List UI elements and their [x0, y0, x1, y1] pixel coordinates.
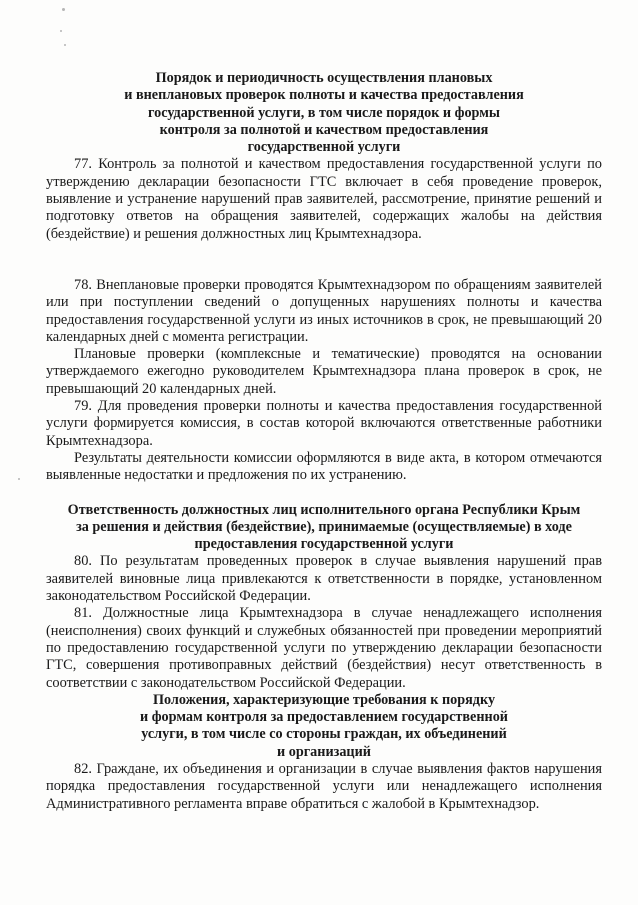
paragraph-80: 80. По результатам проведенных проверок в случае выявления нарушений прав заявителей виновные лица привлекаются к ответственности в порядке, установленном законодательством Российской Федерации. — [46, 553, 602, 605]
heading-line: государственной услуги — [247, 139, 401, 156]
heading-line: контроля за полнотой и качеством предоставления — [159, 121, 489, 138]
scan-speck — [60, 30, 62, 32]
spacer — [46, 243, 602, 260]
paragraph-77: 77. Контроль за полнотой и качеством предоставления государственной услуги по утверждению декларации безопасности ГТС включает в себя проведение проверок, выявление и устранение нарушений прав заявителей, рассмотрение, принятие решений и подготовку ответов на обращения заявителей, содержащих жалобы на действия (бездействие) и решения должностных лиц Крымтехнадзора. — [46, 156, 602, 242]
spacer — [46, 260, 602, 277]
paragraph-82: 82. Граждане, их объединения и организации в случае выявления фактов нарушения порядка предоставления государственной услуги или ненадлежащего исполнения Административного регламента вправе обратиться с жалобой в Крымтехнадзор. — [46, 760, 602, 812]
heading-line: государственной услуги, в том числе порядок и формы — [148, 104, 500, 121]
document-page — [46, 70, 602, 813]
heading-line: и организаций — [277, 743, 371, 760]
paragraph-78-planned: Плановые проверки (комплексные и тематические) проводятся на основании утверждаемого ежегодно руководителем Крымтехнадзора плана проверок в срок, не превышающий 20 календарных дней. — [46, 346, 602, 397]
heading-line: услуги, в том числе со стороны граждан, их объединений — [141, 726, 507, 743]
scan-speck — [18, 478, 20, 480]
paragraph-81: 81. Должностные лица Крымтехнадзора в случае ненадлежащего исполнения (неисполнения) своих функций и служебных обязанностей при проведении мероприятий по предоставлению государственной услуги по утверждению декларации безопасности ГТС, совершения противоправных действий (бездействия) несут ответственность в соответствии с законодательством Российской Федерации. — [46, 605, 602, 691]
heading-line: за решения и действия (бездействие), принимаемые (осуществляемые) в ходе — [76, 518, 572, 535]
heading-line: и формам контроля за предоставлением государственной — [140, 709, 508, 726]
heading-line: Положения, характеризующие требования к порядку — [152, 691, 496, 708]
paragraph-79: 79. Для проведения проверки полноты и качества предоставления государственной услуги формируется комиссия, в состав которой включаются ответственные работники Крымтехнадзора. — [46, 398, 602, 449]
scan-speck — [64, 44, 66, 46]
heading-line: предоставления государственной услуги — [194, 536, 454, 553]
heading-line: Ответственность должностных лиц исполнительного органа Республики Крым — [67, 501, 581, 518]
scan-speck — [62, 8, 65, 11]
heading-line: и внеплановых проверок полноты и качества предоставления — [124, 87, 524, 104]
heading-line: Порядок и периодичность осуществления плановых — [155, 70, 493, 86]
paragraph-79-results: Результаты деятельности комиссии оформляются в виде акта, в котором отмечаются выявленные недостатки и предложения по их устранению. — [46, 449, 602, 484]
section-heading-responsibility — [46, 502, 602, 554]
paragraph-78: 78. Внеплановые проверки проводятся Крымтехнадзором по обращениям заявителей или при поступлении сведений о допущенных нарушениях полноты и качества предоставления государственной услуги из иных источников в срок, не превышающий 20 календарных дней с момента регистрации. — [46, 276, 602, 345]
section-heading-control-procedure — [46, 70, 602, 156]
section-heading-citizen-control — [46, 692, 602, 761]
spacer — [46, 485, 602, 502]
